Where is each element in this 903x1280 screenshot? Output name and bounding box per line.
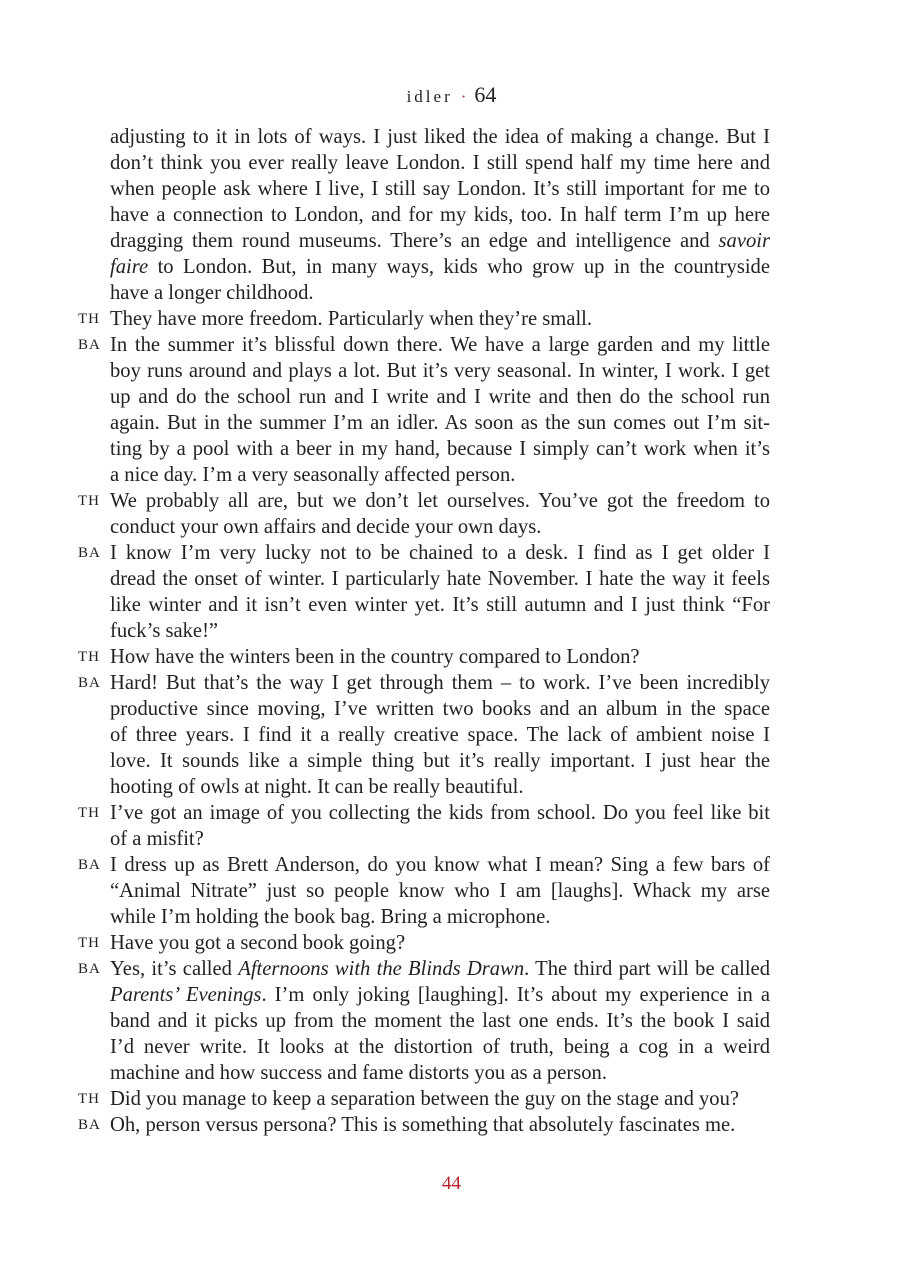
speaker-initials: BA: [78, 857, 101, 873]
interview-paragraph: [78, 1086, 770, 1112]
interview-paragraph: [78, 306, 770, 332]
text-line: love. It sounds like a simple thing but it’s really important. I just hear the: [110, 750, 770, 772]
running-head: [0, 82, 903, 108]
text-line: of a misfit?: [110, 828, 204, 850]
speaker-initials: TH: [78, 1091, 100, 1107]
interview-paragraph: [78, 956, 770, 1086]
speaker-initials: BA: [78, 545, 101, 561]
text-line: How have the winters been in the country compared to London?: [110, 646, 640, 668]
speaker-initials: BA: [78, 337, 101, 353]
text-line: conduct your own affairs and decide your own days.: [110, 516, 542, 538]
text-line: faire to London. But, in many ways, kids who grow up in the countryside: [110, 256, 770, 278]
text-line: They have more freedom. Particularly when they’re small.: [110, 308, 593, 330]
speaker-initials: BA: [78, 1117, 101, 1133]
interview-paragraph: [78, 644, 770, 670]
text-line: machine and how success and fame distorts you as a person.: [110, 1062, 607, 1084]
text-line: have a longer childhood.: [110, 282, 314, 304]
text-line: productive since moving, I’ve written two books and an album in the space: [110, 698, 770, 720]
text-line: dread the onset of winter. I particularly hate November. I hate the way it feels: [110, 568, 770, 590]
text-line: adjusting to it in lots of ways. I just liked the idea of making a change. But I: [110, 126, 770, 148]
text-line: dragging them round museums. There’s an edge and intelligence and savoir: [110, 230, 770, 252]
speaker-initials: BA: [78, 675, 101, 691]
text-line: ting by a pool with a beer in my hand, because I simply can’t work when it’s: [110, 438, 770, 460]
speaker-initials: TH: [78, 493, 100, 509]
issue-number: 64: [474, 82, 497, 107]
speaker-initials: TH: [78, 935, 100, 951]
text-line: a nice day. I’m a very seasonally affected person.: [110, 464, 516, 486]
interview-paragraph: [78, 540, 770, 644]
interview-paragraph: [78, 930, 770, 956]
separator-dot: ·: [460, 87, 467, 106]
interview-paragraph: [78, 1112, 770, 1138]
text-line: boy runs around and plays a lot. But it’s very seasonal. In winter, I work. I get: [110, 360, 770, 382]
text-line: Parents’ Evenings. I’m only joking [laughing]. It’s about my experience in a: [110, 984, 770, 1006]
text-line: hooting of owls at night. It can be really beautiful.: [110, 776, 524, 798]
text-line: don’t think you ever really leave London. I still spend half my time here and: [110, 152, 770, 174]
interview-text: [78, 124, 770, 1138]
text-line: while I’m holding the book bag. Bring a microphone.: [110, 906, 551, 928]
text-line: up and do the school run and I write and I write and then do the school run: [110, 386, 770, 408]
text-line: Have you got a second book going?: [110, 932, 406, 954]
interview-paragraph: [78, 332, 770, 488]
text-line: again. But in the summer I’m an idler. As soon as the sun comes out I’m sit-: [110, 412, 770, 434]
text-line: In the summer it’s blissful down there. We have a large garden and my little: [110, 334, 770, 356]
magazine-title: idler: [406, 87, 453, 106]
speaker-initials: BA: [78, 961, 101, 977]
text-line: Yes, it’s called Afternoons with the Blinds Drawn. The third part will be called: [110, 958, 770, 980]
text-line: Did you manage to keep a separation between the guy on the stage and you?: [110, 1088, 740, 1110]
text-line: band and it picks up from the moment the last one ends. It’s the book I said: [110, 1010, 770, 1032]
text-line: I know I’m very lucky not to be chained to a desk. I find as I get older I: [110, 542, 770, 564]
speaker-initials: TH: [78, 805, 100, 821]
speaker-initials: TH: [78, 311, 100, 327]
text-line: when people ask where I live, I still say London. It’s still important for me to: [110, 178, 770, 200]
interview-paragraph: [110, 124, 770, 306]
text-line: “Animal Nitrate” just so people know who I am [laughs]. Whack my arse: [110, 880, 770, 902]
text-line: I’d never write. It looks at the distortion of truth, being a cog in a weird: [110, 1036, 770, 1058]
interview-paragraph: [78, 852, 770, 930]
text-line: We probably all are, but we don’t let ourselves. You’ve got the freedom to: [110, 490, 770, 512]
page-number: 44: [442, 1173, 461, 1194]
text-line: have a connection to London, and for my kids, too. In half term I’m up here: [110, 204, 770, 226]
text-line: Hard! But that’s the way I get through them – to work. I’ve been incredibly: [110, 672, 770, 694]
text-line: of three years. I find it a really creative space. The lack of ambient noise I: [110, 724, 770, 746]
text-line: I’ve got an image of you collecting the kids from school. Do you feel like bit: [110, 802, 770, 824]
text-line: like winter and it isn’t even winter yet. It’s still autumn and I just think “For: [110, 594, 770, 616]
speaker-initials: TH: [78, 649, 100, 665]
interview-paragraph: [78, 670, 770, 800]
text-line: fuck’s sake!”: [110, 620, 219, 642]
text-line: I dress up as Brett Anderson, do you know what I mean? Sing a few bars of: [110, 854, 770, 876]
interview-paragraph: [78, 800, 770, 852]
interview-paragraph: [78, 488, 770, 540]
text-line: Oh, person versus persona? This is something that absolutely fascinates me.: [110, 1114, 736, 1136]
